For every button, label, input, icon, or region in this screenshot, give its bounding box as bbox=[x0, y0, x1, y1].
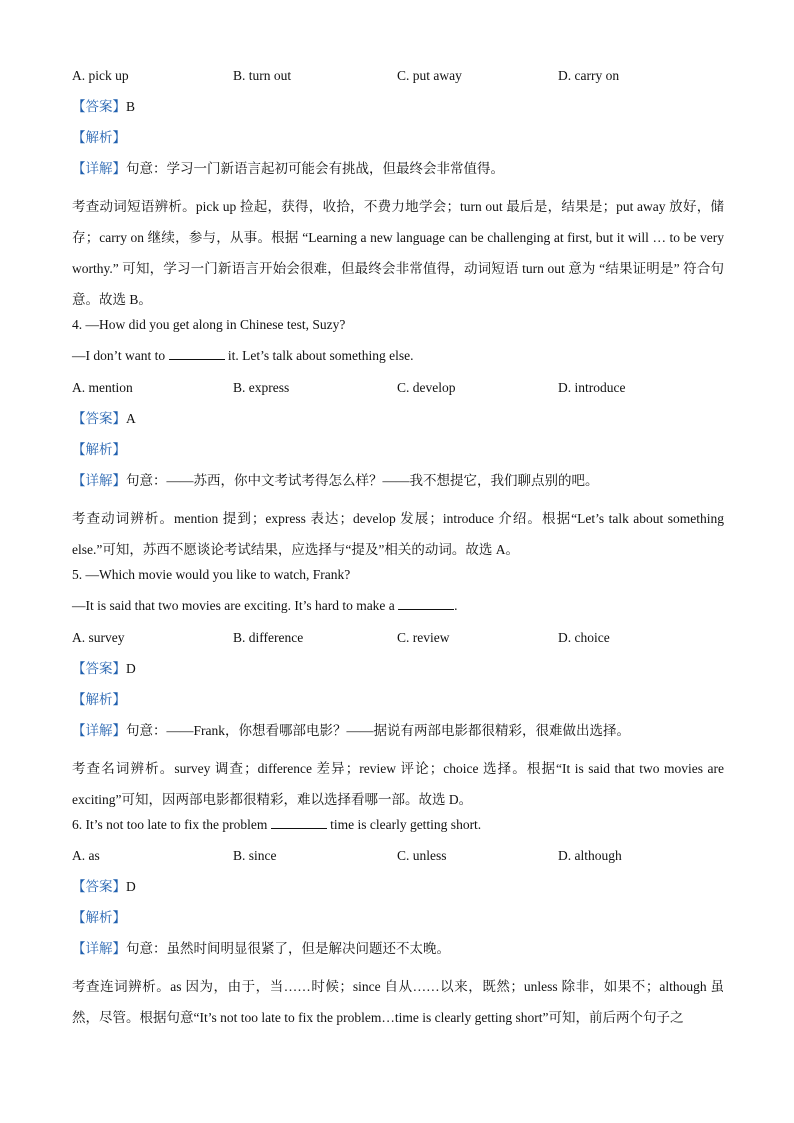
q5-stem-line2 bbox=[72, 597, 458, 615]
q5-blank bbox=[398, 597, 454, 610]
q6-blank bbox=[271, 816, 327, 829]
q4-blank bbox=[169, 347, 225, 360]
q5-explanation: 考查名词辨析。survey 调查；difference 差异；review 评论；choice 选择。根据“It is said that two movies are exciting”可知，因两部电影都很精彩，难以选择看哪一部。故选 D。 bbox=[72, 761, 724, 807]
q6-detail bbox=[72, 940, 450, 958]
q3-option-d: D. carry on bbox=[558, 68, 620, 83]
answer-value: D bbox=[126, 879, 136, 894]
q4-stem-line1: 4. —How did you get along in Chinese test, Suzy? bbox=[72, 317, 346, 332]
q6-option-b: B. since bbox=[233, 848, 277, 863]
q4-stem-post: it. Let’s talk about something else. bbox=[224, 348, 414, 363]
q3-option-b: B. turn out bbox=[233, 68, 292, 83]
q4-answer bbox=[72, 410, 136, 428]
q6-option-d: D. although bbox=[558, 848, 622, 863]
detail-label: 【详解】 bbox=[72, 161, 126, 176]
detail-label: 【详解】 bbox=[72, 473, 126, 488]
q6-option-a: A. as bbox=[72, 848, 100, 863]
q3-options bbox=[0, 67, 794, 85]
q5-option-c: C. review bbox=[397, 630, 450, 645]
answer-value: B bbox=[126, 99, 136, 114]
q3-analysis-label: 【解析】 bbox=[72, 130, 126, 145]
q6-stem bbox=[72, 816, 481, 834]
q6-option-c: C. unless bbox=[397, 848, 447, 863]
answer-label: 【答案】 bbox=[72, 661, 126, 676]
detail-text: 句意：虽然时间明显很紧了，但是解决问题还不太晚。 bbox=[126, 941, 450, 956]
q5-answer bbox=[72, 660, 136, 678]
q3-answer bbox=[72, 98, 135, 116]
q6-analysis-label: 【解析】 bbox=[72, 910, 126, 925]
q5-option-d: D. choice bbox=[558, 630, 610, 645]
q4-stem-pre: —I don’t want to bbox=[72, 348, 169, 363]
q6-explanation: 考查连词辨析。as 因为，由于，当……时候；since 自从……以来，既然；unless 除非，如果不；although 虽然，尽管。根据句意“It’s not too late to fix the problem…time is clearly getting short”可知，前后两个句子之 bbox=[72, 979, 724, 1025]
answer-value: D bbox=[126, 661, 136, 676]
q4-option-a: A. mention bbox=[72, 380, 133, 395]
q3-detail bbox=[72, 160, 504, 178]
q4-option-b: B. express bbox=[233, 380, 290, 395]
q5-stem-line1: 5. —Which movie would you like to watch, Frank? bbox=[72, 567, 351, 582]
q5-option-a: A. survey bbox=[72, 630, 125, 645]
q5-stem-pre: —It is said that two movies are exciting. It’s hard to make a bbox=[72, 598, 399, 613]
q3-option-c: C. put away bbox=[397, 68, 462, 83]
q5-option-b: B. difference bbox=[233, 630, 304, 645]
detail-label: 【详解】 bbox=[72, 723, 126, 738]
q6-stem-post: time is clearly getting short. bbox=[326, 817, 482, 832]
q4-options bbox=[0, 379, 794, 397]
detail-text: 句意：——Frank，你想看哪部电影？——据说有两部电影都很精彩，很难做出选择。 bbox=[126, 723, 630, 738]
q3-option-a: A. pick up bbox=[72, 68, 129, 83]
q5-detail bbox=[72, 722, 630, 740]
detail-text: 句意：学习一门新语言起初可能会有挑战，但最终会非常值得。 bbox=[126, 161, 504, 176]
q6-answer bbox=[72, 878, 136, 896]
q4-option-d: D. introduce bbox=[558, 380, 626, 395]
q3-explanation: 考查动词短语辨析。pick up 捡起，获得，收拾，不费力地学会；turn out 最后是，结果是；put away 放好，储存；carry on 继续，参与，从事。根据 “Learning a new language can be challenging at first, but it will … to be very worthy.” 可知，学习一门新语言开始会很难，但最终会非常值得，动词短语 turn out 意为 “结果证明是” 符合句意。故选 B。 bbox=[72, 199, 724, 307]
answer-label: 【答案】 bbox=[72, 411, 126, 426]
q4-stem-line2 bbox=[72, 347, 413, 365]
q5-stem-post: . bbox=[454, 598, 458, 613]
q4-analysis-label: 【解析】 bbox=[72, 442, 126, 457]
answer-label: 【答案】 bbox=[72, 99, 126, 114]
q5-options bbox=[0, 629, 794, 647]
detail-label: 【详解】 bbox=[72, 941, 126, 956]
answer-label: 【答案】 bbox=[72, 879, 126, 894]
q5-analysis-label: 【解析】 bbox=[72, 692, 126, 707]
q4-detail bbox=[72, 472, 599, 490]
answer-value: A bbox=[126, 411, 136, 426]
q6-options bbox=[0, 847, 794, 865]
q4-explanation: 考查动词辨析。mention 提到；express 表达；develop 发展；introduce 介绍。根据“Let’s talk about something else.”可知，苏西不愿谈论考试结果，应选择与“提及”相关的动词。故选 A。 bbox=[72, 511, 724, 557]
detail-text: 句意：——苏西，你中文考试考得怎么样？——我不想提它，我们聊点别的吧。 bbox=[126, 473, 599, 488]
q4-option-c: C. develop bbox=[397, 380, 456, 395]
q6-stem-pre: 6. It’s not too late to fix the problem bbox=[72, 817, 271, 832]
